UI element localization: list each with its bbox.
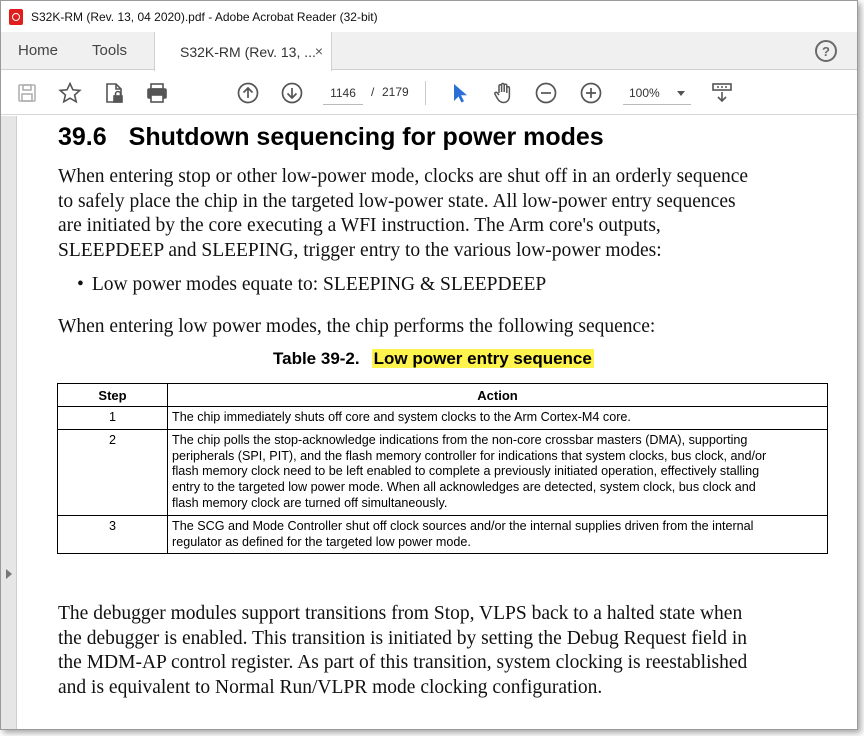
select-cursor-icon[interactable]	[446, 80, 472, 106]
section-title: Shutdown sequencing for power modes	[128, 123, 604, 151]
text-line: to safely place the chip in the targeted low-power state. All low-power entry sequences	[58, 190, 736, 212]
document-viewport[interactable]	[1, 116, 857, 730]
save-icon[interactable]	[14, 80, 40, 106]
window-title: S32K-RM (Rev. 13, 04 2020).pdf - Adobe Acrobat Reader (32-bit)	[31, 9, 378, 24]
action-cell	[168, 515, 828, 554]
zoom-dropdown[interactable]	[623, 81, 691, 105]
action-line: flash memory clock are turned off simultaneously.	[172, 495, 448, 510]
page-separator: /	[371, 85, 375, 99]
bullet-dot: •	[77, 274, 84, 295]
page-number-input[interactable]	[323, 81, 363, 105]
action-line: The SCG and Mode Controller shut off clock sources and/or the internal supplies driven from the internal	[172, 518, 754, 533]
paragraph-debugger	[58, 602, 747, 700]
zoom-value: 100%	[629, 85, 660, 100]
pdf-file-icon	[9, 9, 23, 25]
table-row	[58, 407, 828, 430]
toolbar	[1, 71, 857, 115]
table-caption	[273, 349, 594, 369]
total-pages: 2179	[382, 85, 409, 99]
bullet-text: Low power modes equate to: SLEEPING & SLEEPDEEP	[91, 274, 547, 295]
action-cell	[168, 407, 828, 430]
section-number: 39.6	[58, 123, 107, 151]
paragraph-intro	[58, 165, 748, 263]
hand-icon[interactable]	[490, 80, 516, 106]
zoom-in-icon[interactable]	[578, 80, 604, 106]
action-line: entry to the targeted low power mode. When all acknowledges are detected, system clock, bus clock and	[172, 480, 756, 495]
scroll-mode-icon[interactable]	[709, 80, 735, 106]
toolbar-divider	[425, 81, 426, 105]
low-power-entry-table	[57, 383, 828, 554]
table-caption-title-highlighted: Low power entry sequence	[373, 349, 592, 368]
column-header-action: Action	[168, 384, 828, 407]
side-panel-strip	[1, 116, 17, 730]
title-bar	[1, 1, 857, 32]
column-header-step: Step	[58, 384, 168, 407]
action-cell	[168, 429, 828, 515]
zoom-out-icon[interactable]	[533, 80, 559, 106]
text-line: and is equivalent to Normal Run/VLPR mode clocking configuration.	[58, 676, 603, 698]
step-cell: 1	[58, 407, 168, 430]
star-icon[interactable]	[57, 80, 83, 106]
tab-home[interactable]: Home	[18, 41, 59, 59]
text-line: the MDM-AP control register. As part of this transition, system clocking is reestablished	[58, 652, 748, 673]
expand-panel-icon[interactable]	[6, 569, 12, 579]
pdf-page	[17, 116, 857, 730]
text-line: the debugger is enabled. This transition is initiated by setting the Debug Request field in	[58, 627, 748, 649]
section-heading	[58, 123, 604, 152]
text-line: The debugger modules support transitions from Stop, VLPS back to a halted state when	[58, 603, 743, 624]
table-row	[58, 515, 828, 554]
tab-document[interactable]	[154, 32, 332, 71]
chevron-down-icon	[677, 91, 685, 96]
action-line: regulator as defined for the targeted low power mode.	[172, 534, 471, 549]
close-tab-icon[interactable]: ×	[314, 43, 323, 59]
table-row	[58, 429, 828, 515]
paragraph-sequence: When entering low power modes, the chip performs the following sequence:	[58, 316, 656, 337]
arrow-down-icon[interactable]	[279, 80, 305, 106]
tab-tools[interactable]: Tools	[92, 41, 128, 59]
text-line: When entering stop or other low-power mode, clocks are shut off in an orderly sequence	[58, 166, 749, 187]
table-caption-number: Table 39-2.	[273, 349, 360, 368]
action-line: The chip polls the stop-acknowledge indications from the non-core crossbar masters (DMA), supporting	[172, 432, 748, 447]
tab-bar	[1, 32, 857, 70]
action-line: peripherals (SPI, PIT), and the flash memory controller for indications that system clocks, bus clock, and/or	[172, 448, 767, 463]
print-icon[interactable]	[144, 80, 170, 106]
text-line: are initiated by the core executing a WFI instruction. The Arm core's outputs,	[58, 215, 661, 236]
bullet-item	[77, 274, 546, 296]
lock-file-icon[interactable]	[101, 80, 127, 106]
tab-document-label: S32K-RM (Rev. 13, ...	[180, 43, 316, 60]
text-line: SLEEPDEEP and SLEEPING, trigger entry to the various low-power modes:	[58, 239, 662, 261]
help-icon[interactable]: ?	[815, 40, 837, 62]
step-cell: 2	[58, 429, 168, 515]
table-header-row	[58, 384, 828, 407]
action-line: flash memory clock need to be left enabled to complete a previously initiated operation, effectively stalling	[172, 464, 760, 479]
arrow-up-icon[interactable]	[235, 80, 261, 106]
action-line: The chip immediately shuts off core and system clocks to the Arm Cortex-M4 core.	[172, 410, 631, 424]
step-cell: 3	[58, 515, 168, 554]
